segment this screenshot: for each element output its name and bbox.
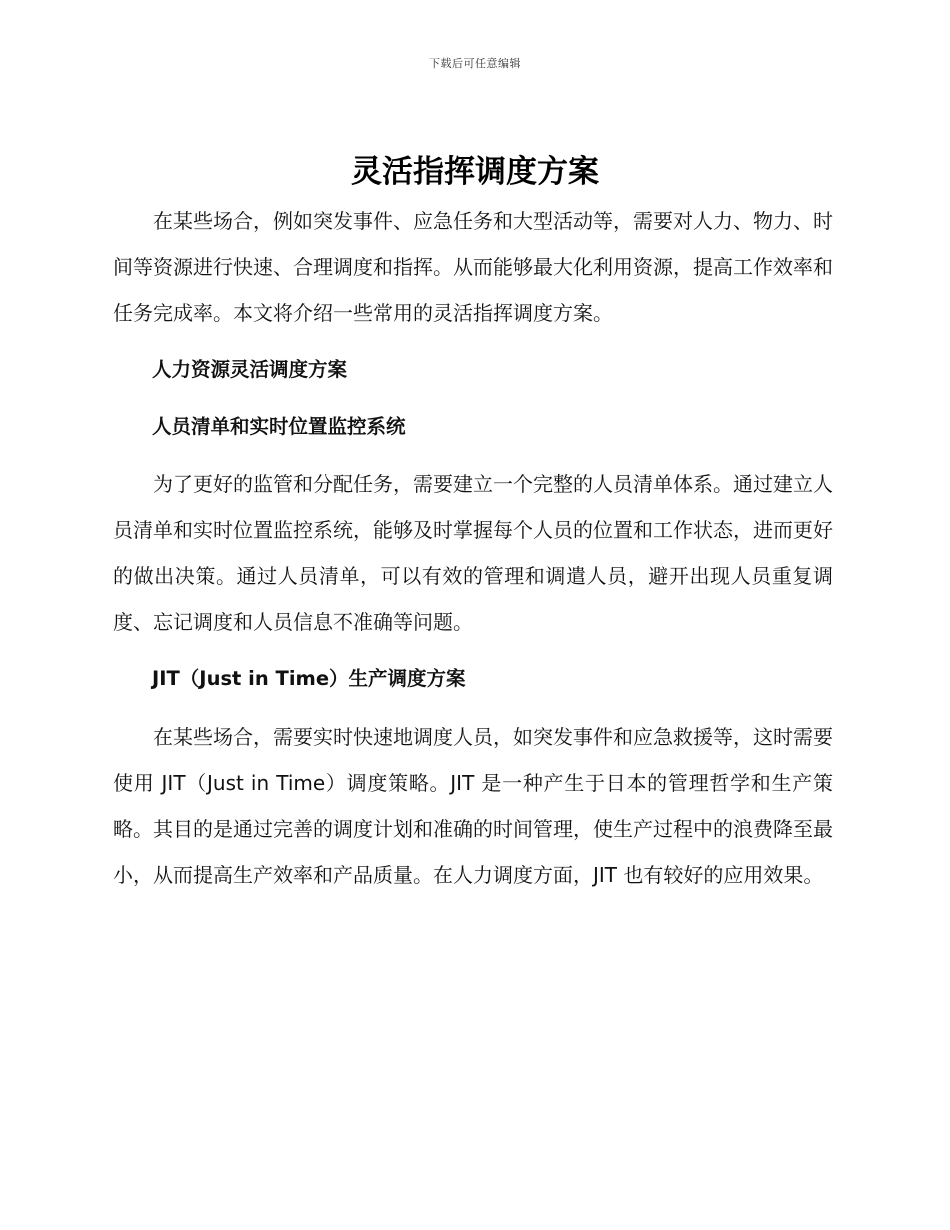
subsection-heading-jit: JIT（Just in Time）生产调度方案 bbox=[152, 667, 466, 690]
page-header-note: 下载后可任意编辑 bbox=[429, 57, 521, 70]
document-body bbox=[113, 198, 833, 898]
document-title: 灵活指挥调度方案 bbox=[351, 154, 599, 190]
personnel-list-paragraph: 为了更好的监管和分配任务，需要建立一个完整的人员清单体系。通过建立人员清单和实时位置监控系统，能够及时掌握每个人员的位置和工作状态，进而更好的做出决策。通过人员清单，可以有效的管理和调遣人员，避开出现人员重复调度、忘记调度和人员信息不准确等问题。 bbox=[113, 472, 833, 634]
section-heading-hr-scheduling: 人力资源灵活调度方案 bbox=[152, 358, 348, 381]
intro-paragraph: 在某些场合，例如突发事件、应急任务和大型活动等，需要对人力、物力、时间等资源进行快速、合理调度和指挥。从而能够最大化利用资源，提高工作效率和任务完成率。本文将介绍一些常用的灵活指挥调度方案。 bbox=[113, 209, 833, 325]
subsection-heading-personnel-list: 人员清单和实时位置监控系统 bbox=[152, 415, 406, 438]
jit-paragraph: 在某些场合，需要实时快速地调度人员，如突发事件和应急救援等，这时需要使用 JIT（Just in Time）调度策略。JIT 是一种产生于日本的管理哲学和生产策略。其目的是通过完善的调度计划和准确的时间管理，使生产过程中的浪费降至最小，从而提高生产效率和产品质量。在人力调度方面，JIT 也有较好的应用效果。 bbox=[113, 725, 833, 887]
